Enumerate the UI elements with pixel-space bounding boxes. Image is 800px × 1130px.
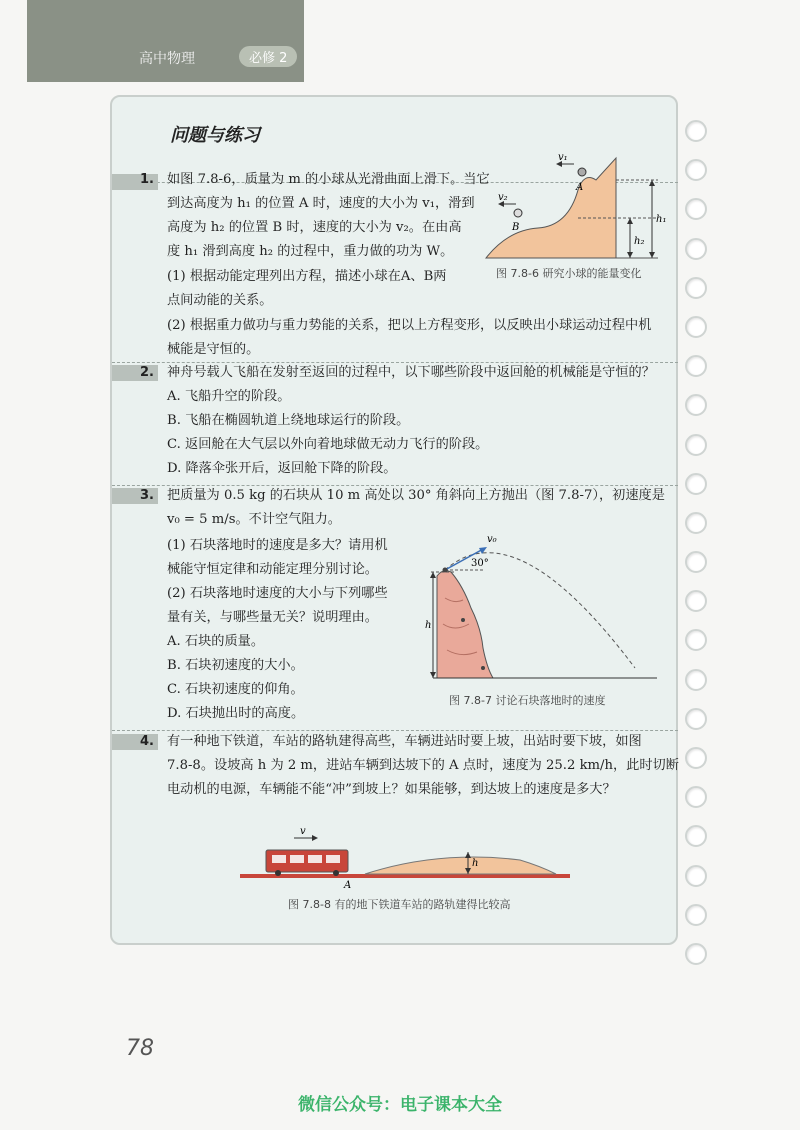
binder-ring	[685, 551, 707, 573]
text-line: 度 h₁ 滑到高度 h₂ 的过程中，重力做的功为 W。	[167, 244, 454, 259]
header-subject: 高中物理	[139, 51, 195, 67]
text-line: 高度为 h₂ 的位置 B 时，速度的大小为 v₂。在由高	[167, 220, 462, 235]
text-line: 神舟号载人飞船在发射至返回的过程中，以下哪些阶段中返回舱的机械能是守恒的？	[167, 365, 655, 380]
figure-caption: 图 7.8-7 讨论石块落地时的速度	[449, 694, 606, 707]
text-line: 械能是守恒的。	[167, 342, 260, 357]
header-band	[27, 0, 304, 82]
text-line: 7.8-8。设坡高 h 为 2 m，进站车辆到达坡下的 A 点时，速度为 25.2 km/h，此时切断	[167, 758, 679, 773]
text-line: A. 石块的质量。	[167, 634, 265, 649]
text-line: C. 石块初速度的仰角。	[167, 682, 304, 697]
question-number: 2.	[140, 365, 154, 380]
binder-ring	[685, 629, 707, 651]
text-line: v₀ = 5 m/s。不计空气阻力。	[167, 512, 341, 527]
binder-ring	[685, 825, 707, 847]
text-line: 有一种地下铁道，车站的路轨建得高些，车辆进站时要上坡，出站时要下坡，如图	[167, 734, 642, 749]
binder-rings	[685, 120, 715, 982]
text-line: (1) 根据动能定理列出方程，描述小球在A、B两	[167, 269, 447, 284]
binder-ring	[685, 590, 707, 612]
text-line: 点间动能的关系。	[167, 293, 273, 308]
binder-ring	[685, 708, 707, 730]
binder-ring	[685, 394, 707, 416]
label-v1: v₁	[558, 152, 568, 163]
question-2	[112, 361, 678, 483]
label-v: v	[300, 826, 306, 837]
footer-watermark: 微信公众号：电子课本大全	[298, 1095, 502, 1115]
binder-ring	[685, 473, 707, 495]
label-v2: v₂	[498, 192, 508, 203]
figure-caption: 图 7.8-6 研究小球的能量变化	[496, 267, 642, 280]
question-number: 3.	[140, 488, 154, 503]
label-h: h	[472, 858, 479, 869]
binder-ring	[685, 159, 707, 181]
binder-ring	[685, 434, 707, 456]
text-line: B. 飞船在椭圆轨道上绕地球运行的阶段。	[167, 413, 410, 428]
label-a: A	[344, 880, 352, 890]
binder-ring	[685, 669, 707, 691]
section-title: 问题与练习	[170, 125, 260, 146]
page-number: 78	[126, 1036, 154, 1061]
text-line: 把质量为 0.5 kg 的石块从 10 m 高处以 30° 角斜向上方抛出（图 7.8-7），初速度是	[167, 488, 665, 503]
text-line: C. 返回舱在大气层以外向着地球做无动力飞行的阶段。	[167, 437, 489, 452]
text-line: A. 飞船升空的阶段。	[167, 389, 291, 404]
binder-ring	[685, 747, 707, 769]
label-a: A	[576, 182, 584, 193]
question-number: 1.	[140, 172, 154, 187]
figure-caption: 图 7.8-8 有的地下铁道车站的路轨建得比较高	[288, 898, 511, 911]
binder-ring	[685, 355, 707, 377]
label-angle: 30°	[471, 558, 489, 569]
binder-ring	[685, 786, 707, 808]
text-line: 电动机的电源，车辆能不能“冲”到坡上？如果能够，到达坡上的速度是多大？	[167, 782, 616, 797]
label-v0: v₀	[487, 534, 497, 545]
question-number: 4.	[140, 734, 154, 749]
binder-ring	[685, 238, 707, 260]
label-h: h	[425, 620, 432, 631]
binder-ring	[685, 904, 707, 926]
label-h1: h₁	[656, 214, 667, 225]
question-4	[112, 730, 678, 810]
text-line: B. 石块初速度的大小。	[167, 658, 304, 673]
text-line: D. 石块抛出时的高度。	[167, 706, 305, 721]
text-line: 械能守恒定律和动能定理分别讨论。	[167, 562, 378, 577]
text-line: 到达高度为 h₁ 的位置 A 时，速度的大小为 v₁，滑到	[167, 196, 475, 211]
header-book-badge: 必修 2	[239, 46, 297, 67]
binder-ring	[685, 120, 707, 142]
binder-ring	[685, 316, 707, 338]
text-line: 如图 7.8-6，质量为 m 的小球从光滑曲面上滑下。当它	[167, 172, 490, 187]
figure-projectile	[425, 528, 675, 680]
binder-ring	[685, 943, 707, 965]
binder-ring	[685, 865, 707, 887]
text-line: D. 降落伞张开后，返回舱下降的阶段。	[167, 461, 397, 476]
text-line: (2) 根据重力做功与重力势能的关系，把以上方程变形，以反映出小球运动过程中机	[167, 318, 652, 333]
figure-subway-track	[240, 822, 570, 890]
label-h2: h₂	[634, 236, 645, 247]
text-line: (1) 石块落地时的速度是多大？请用机	[167, 538, 388, 553]
binder-ring	[685, 198, 707, 220]
label-b: B	[512, 222, 520, 233]
binder-ring	[685, 277, 707, 299]
binder-ring	[685, 512, 707, 534]
text-line: 量有关，与哪些量无关？说明理由。	[167, 610, 378, 625]
text-line: (2) 石块落地时速度的大小与下列哪些	[167, 586, 388, 601]
